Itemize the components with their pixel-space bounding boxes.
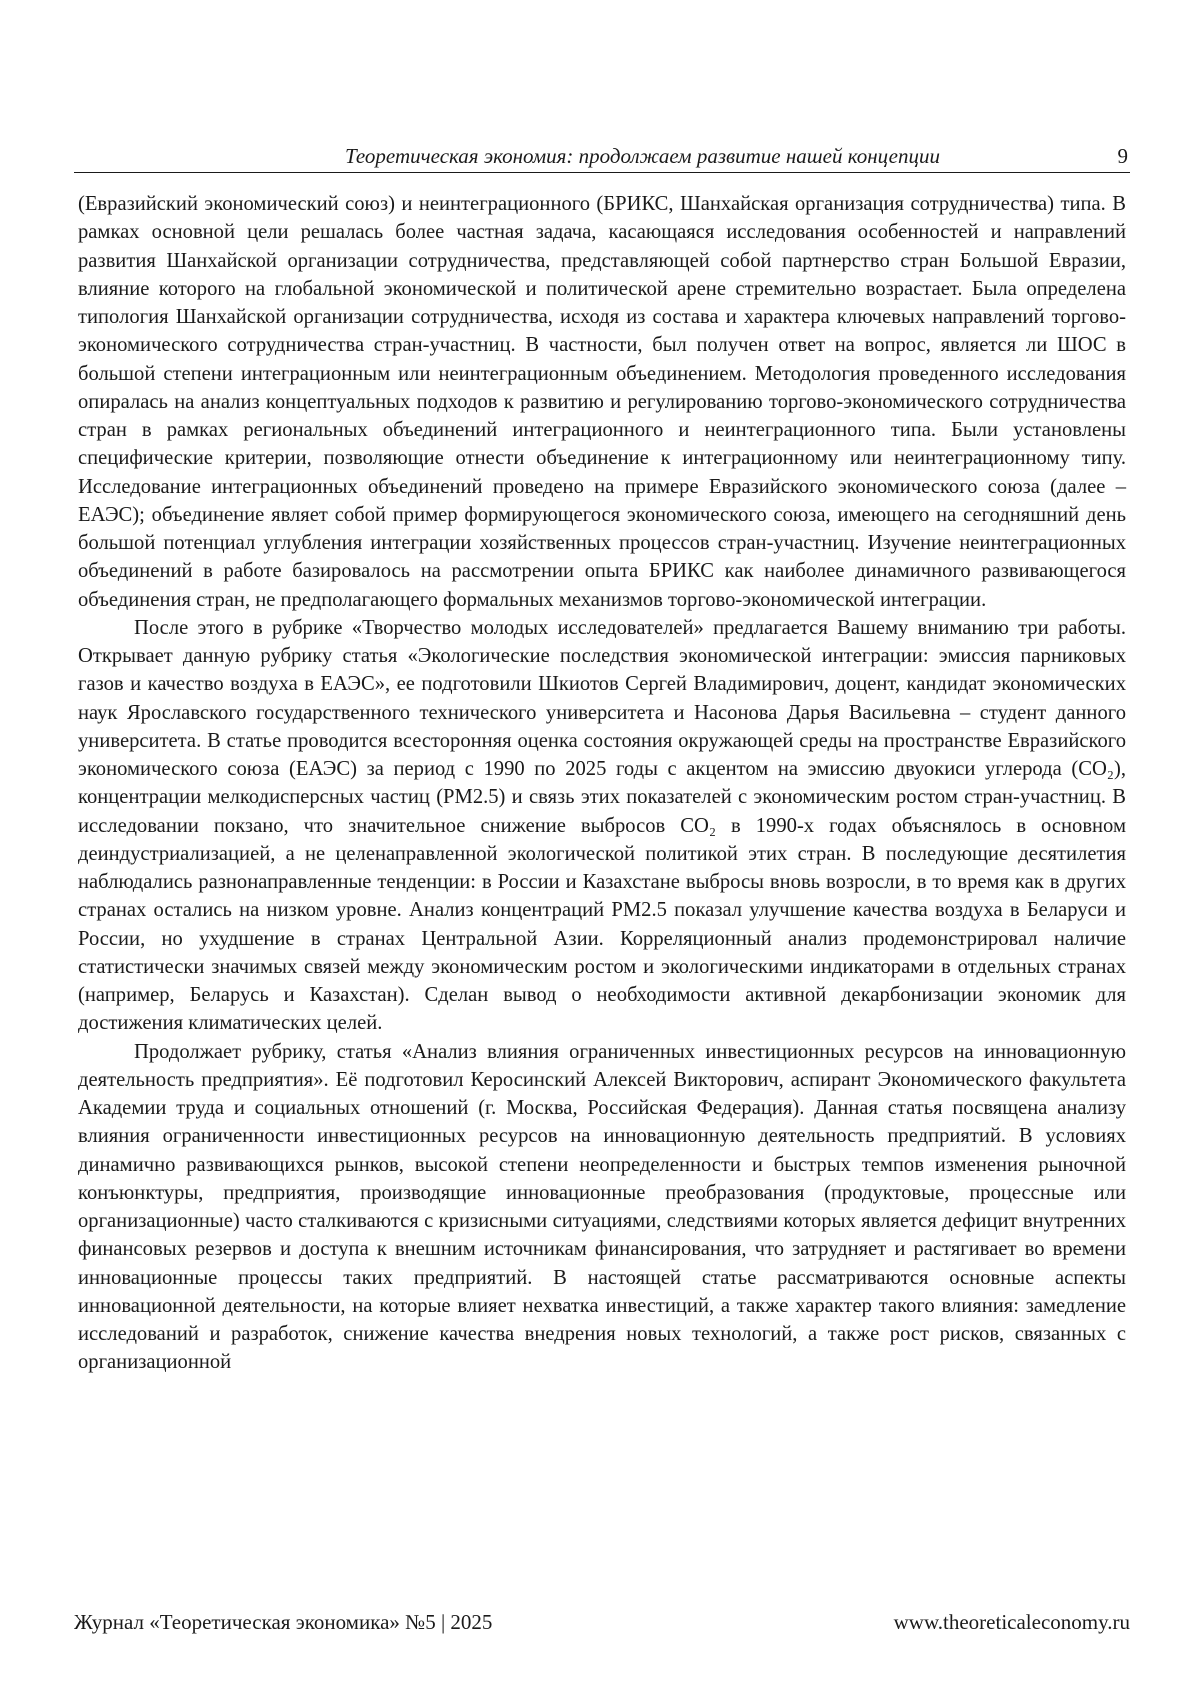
running-header-title: Теоретическая экономия: продолжаем развитие нашей концепции <box>345 142 940 170</box>
article-body <box>78 190 1126 1377</box>
paragraph-continued: (Евразийский экономический союз) и неинтеграционного (БРИКС, Шанхайская организация сотрудничества) типа. В рамках основной цели решалась более частная задача, касающаяся исследования особенностей и направлений развития Шанхайской организации сотрудничества, представляющей собой партнерство стран Большой Евразии, влияние которого на глобальной экономической и политической арене стремительно возрастает. Была определена типология Шанхайской организации сотрудничества, исходя из состава и характера ключевых направлений торгово-экономического сотрудничества стран-участниц. В частности, был получен ответ на вопрос, является ли ШОС в большой степени интеграционным или неинтеграционным объединением. Методология проведенного исследования опиралась на анализ концептуальных подходов к развитию и регулированию торгово-экономического сотрудничества стран в рамках региональных объединений интеграционного и неинтеграционного типа. Были установлены специфические критерии, позволяющие отнести объединение к интеграционному или неинтеграционному типу. Исследование интеграционных объединений проведено на примере Евразийского экономического союза (далее – ЕАЭС); объединение являет собой пример формирующегося экономического союза, имеющего на сегодняшний день большой потенциал углубления интеграции хозяйственных процессов стран-участниц. Изучение неинтеграционных объединений в работе базировалось на рассмотрении опыта БРИКС как наиболее динамичного развивающегося объединения стран, не предполагающего формальных механизмов торгово-экономической интеграции. <box>78 190 1126 614</box>
journal-website-link[interactable]: www.theoreticaleconomy.ru <box>894 1608 1130 1636</box>
page-footer <box>74 1608 1130 1638</box>
journal-issue: Журнал «Теоретическая экономика» №5 | 2025 <box>74 1608 492 1636</box>
paragraph: Продолжает рубрику, статья «Анализ влияния ограниченных инвестиционных ресурсов на инновационную деятельность предприятия». Её подготовил Керосинский Алексей Викторович, аспирант Экономического факультета Академии труда и социальных отношений (г. Москва, Российская Федерация). Данная статья посвящена анализу влияния ограниченности инвестиционных ресурсов на инновационную деятельность предприятий. В условиях динамично развивающихся рынков, высокой степени неопределенности и быстрых темпов изменения рыночной конъюнктуры, предприятия, производящие инновационные преобразования (продуктовые, процессные или организационные) часто сталкиваются с кризисными ситуациями, следствиями которых является дефицит внутренних финансовых резервов и доступа к внешним источникам финансирования, что затрудняет и растягивает во времени инновационные процессы таких предприятий. В настоящей статье рассматриваются основные аспекты инновационной деятельности, на которые влияет нехватка инвестиций, а также характер такого влияния: замедление исследований и разработок, снижение качества внедрения новых технологий, а также рост рисков, связанных с организационной <box>78 1038 1126 1377</box>
running-header <box>74 142 1130 173</box>
document-page <box>0 0 1200 1697</box>
page-number: 9 <box>1118 142 1129 170</box>
paragraph: После этого в рубрике «Творчество молодых исследователей» предлагается Вашему вниманию три работы. Открывает данную рубрику статья «Экологические последствия экономической интеграции: эмиссия парниковых газов и качество воздуха в ЕАЭС», ее подготовили Шкиотов Сергей Владимирович, доцент, кандидат экономических наук Ярославского государственного технического университета и Насонова Дарья Васильевна – студент данного университета. В статье проводится всесторонняя оценка состояния окружающей среды на пространстве Евразийского экономического союза (ЕАЭС) за период с 1990 по 2025 годы с акцентом на эмиссию двуокиси углерода (CO₂), концентрации мелкодисперсных частиц (PM2.5) и связь этих показателей с экономическим ростом стран-участниц. В исследовании покзано, что значительное снижение выбросов CO₂ в 1990-х годах объяснялось в основном деиндустриализацией, а не целенаправленной экологической политикой этих стран. В последующие десятилетия наблюдались разнонаправленные тенденции: в России и Казахстане выбросы вновь возросли, в то время как в других странах остались на низком уровне. Анализ концентраций PM2.5 показал улучшение качества воздуха в Беларуси и России, но ухудшение в странах Центральной Азии. Корреляционный анализ продемонстрировал наличие статистически значимых связей между экономическим ростом и экологическими индикаторами в отдельных странах (например, Беларусь и Казахстан). Сделан вывод о необходимости активной декарбонизации экономик для достижения климатических целей. <box>78 614 1126 1038</box>
